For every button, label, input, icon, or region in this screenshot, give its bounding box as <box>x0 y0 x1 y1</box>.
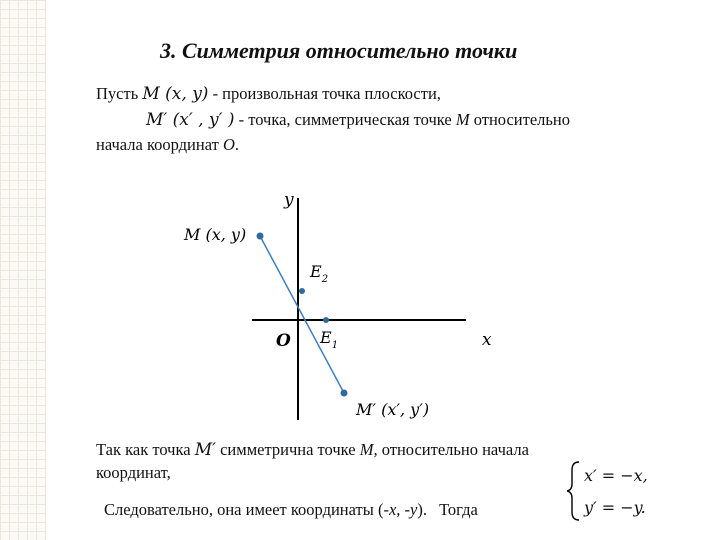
conclusion-line-3-b: ). <box>417 500 427 519</box>
conclusion-line-1-a: Так как точка <box>96 440 191 459</box>
intro-line-3-end: . <box>234 135 239 154</box>
e1-dot <box>323 317 329 323</box>
symmetry-segment <box>260 236 344 393</box>
let-word: Пусть <box>96 84 139 103</box>
conclusion-line-1-b: симметрична точке <box>220 440 356 459</box>
e1-label: $E_1$ <box>320 328 339 351</box>
point-m-prime-dot <box>341 390 348 397</box>
e2-dot <box>299 288 305 294</box>
point-m-label: M (x, y) <box>142 84 209 104</box>
intro-line-3-text: начала координат <box>96 135 219 154</box>
point-m-dot <box>257 233 264 240</box>
system-brace <box>566 460 582 522</box>
conclusion-line-1-c: относительно начала <box>381 440 529 459</box>
intro-line-2-tail: относительно <box>473 110 570 129</box>
origin-label: O <box>276 331 291 351</box>
then-word: Тогда <box>439 500 478 519</box>
point-m-diagram-label: M (x, y) <box>184 225 247 244</box>
y-axis-label: y <box>284 190 294 210</box>
m-prime-inline: M′ <box>194 440 216 460</box>
e2-label: $E_2$ <box>310 262 329 285</box>
m-letter-inline: M, <box>359 440 378 459</box>
coords-value: -x, -y <box>383 500 418 519</box>
o-letter: O <box>222 135 235 154</box>
m-letter: M <box>455 110 470 129</box>
intro-line-1-rest: - произвольная точка плоскости, <box>212 84 441 103</box>
slide-title: 3. Симметрия относительно точки <box>160 38 518 63</box>
conclusion-line-3 <box>104 500 478 520</box>
conclusion-line-2: координат, <box>96 463 171 482</box>
intro-line-2-rest: - точка, симметрическая точке <box>238 110 452 129</box>
x-axis-label: x <box>482 330 492 350</box>
system-eq-2: y′ = −y. <box>584 498 646 517</box>
point-m-prime-diagram-label: M′ (x′, y′) <box>356 400 430 419</box>
system-eq-1: x′ = −x, <box>584 466 648 485</box>
conclusion-line-3-a: Следовательно, она имеет координаты ( <box>104 500 384 519</box>
point-m-prime-label: M′ (x′ , y′ ) <box>146 110 235 130</box>
conclusion-line-1 <box>96 440 529 460</box>
